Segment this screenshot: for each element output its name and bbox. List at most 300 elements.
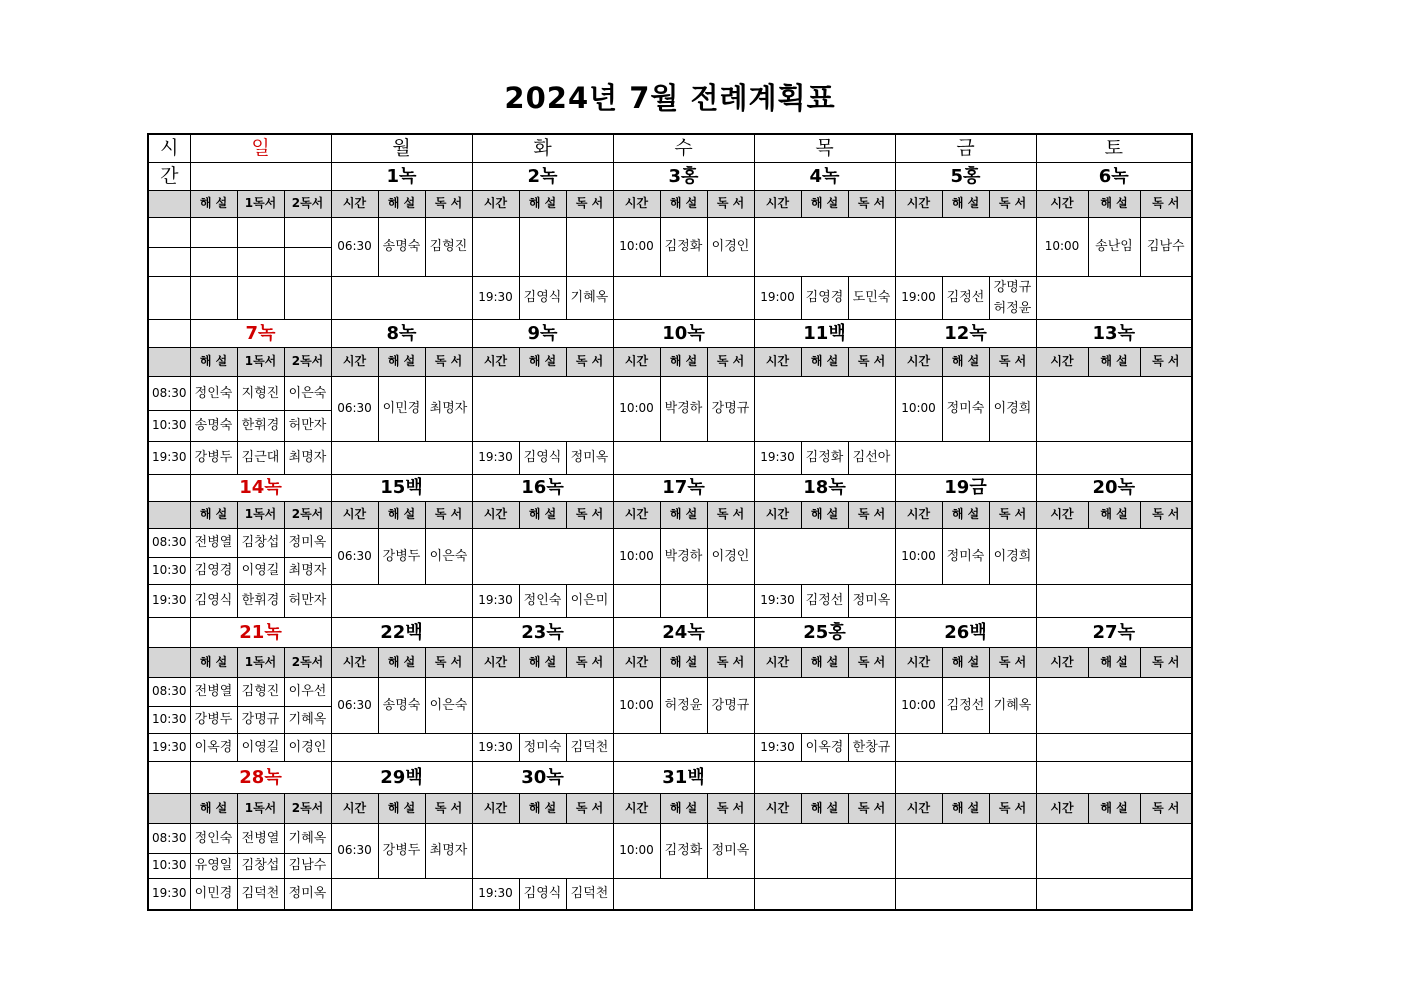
- sunday-col-header: 2독서: [284, 347, 331, 376]
- mass-narrator: 박경하: [660, 528, 707, 584]
- service-row: [148, 878, 1192, 910]
- mass-time: 06:30: [331, 677, 378, 733]
- day-number: 11백: [754, 319, 895, 347]
- empty-cell: [284, 247, 331, 276]
- mass-narrator: 송난임: [1088, 217, 1140, 276]
- sunday-time: 19:30: [148, 584, 190, 617]
- weekday-col-header: 해 설: [660, 501, 707, 528]
- mass-time: 19:30: [472, 276, 519, 319]
- mass-narrator: 허정윤: [660, 677, 707, 733]
- mass-time: 19:30: [754, 584, 801, 617]
- weekday-col-header: 해 설: [378, 190, 425, 217]
- sunday-reader-2: 이경인: [284, 733, 331, 761]
- day-number: [895, 761, 1036, 793]
- weekday-col-header: 해 설: [519, 647, 566, 677]
- weekday-col-header: 시간: [331, 501, 378, 528]
- empty-day-slot: [754, 217, 895, 276]
- day-number: 27녹: [1036, 617, 1192, 647]
- mass-narrator: 이민경: [378, 376, 425, 441]
- mass-reader: 이경인: [707, 528, 754, 584]
- sunday-col-header: 1독서: [237, 647, 284, 677]
- day-number: 24녹: [613, 617, 754, 647]
- sunday-reader-2: 기혜옥: [284, 823, 331, 853]
- weekday-col-header: 시간: [754, 190, 801, 217]
- weekday-col-header: 독 서: [989, 501, 1036, 528]
- empty-cell: [284, 217, 331, 247]
- empty-day-slot: [754, 376, 895, 441]
- mass-narrator: 김정선: [942, 677, 989, 733]
- weekday-col-header: 독 서: [425, 647, 472, 677]
- weekday-3: 수: [613, 134, 754, 162]
- mass-narrator: 김정화: [660, 217, 707, 276]
- time-col-blank: [148, 617, 190, 647]
- weekday-2: 화: [472, 134, 613, 162]
- day-number: 18녹: [754, 474, 895, 501]
- day-number: 9녹: [472, 319, 613, 347]
- empty-cell: [237, 217, 284, 247]
- weekday-col-header: 시간: [613, 647, 660, 677]
- sunday-reader-1: 이영길: [237, 557, 284, 584]
- weekday-col-header: 시간: [472, 793, 519, 823]
- sunday-reader-1: 지형진: [237, 376, 284, 410]
- time-col-blank: [148, 474, 190, 501]
- weekday-col-header: 독 서: [566, 190, 613, 217]
- empty-cell: [148, 217, 190, 247]
- empty-cell: [148, 247, 190, 276]
- weekday-col-header: 해 설: [1088, 647, 1140, 677]
- sunday-reader-1: 이영길: [237, 733, 284, 761]
- weekday-col-header: 시간: [895, 793, 942, 823]
- sunday-narrator: 강병두: [190, 706, 237, 733]
- time-col-blank: [148, 761, 190, 793]
- sunday-narrator: 김영경: [190, 557, 237, 584]
- empty-day-slot: [895, 733, 1036, 761]
- sunday-col-header: 2독서: [284, 501, 331, 528]
- column-header-row: [148, 793, 1192, 823]
- mass-reader: 강명규: [707, 376, 754, 441]
- day-number: 17녹: [613, 474, 754, 501]
- day-number: 2녹: [472, 162, 613, 190]
- mass-time: 19:30: [472, 733, 519, 761]
- day-number: 29백: [331, 761, 472, 793]
- time-col-blank: [148, 647, 190, 677]
- weekday-col-header: 독 서: [848, 190, 895, 217]
- weekday-col-header: 시간: [1036, 190, 1088, 217]
- sunday-time: 10:30: [148, 706, 190, 733]
- sunday-col-header: 해 설: [190, 347, 237, 376]
- weekday-col-header: 시간: [613, 793, 660, 823]
- mass-narrator: 김정선: [801, 584, 848, 617]
- empty-day-slot: [895, 217, 1036, 276]
- weekday-col-header: 해 설: [1088, 793, 1140, 823]
- day-number: [1036, 761, 1192, 793]
- weekday-0: 일: [190, 134, 331, 162]
- time-col-blank: [148, 319, 190, 347]
- day-number: 4녹: [754, 162, 895, 190]
- empty-day-slot: [331, 733, 472, 761]
- empty-day-slot: [472, 677, 613, 733]
- mass-reader: 최명자: [425, 376, 472, 441]
- weekday-col-header: 독 서: [989, 190, 1036, 217]
- mass-narrator: 김영식: [519, 878, 566, 910]
- weekday-1: 월: [331, 134, 472, 162]
- weekday-col-header: 해 설: [1088, 501, 1140, 528]
- sunday-narrator: 강병두: [190, 441, 237, 474]
- empty-day-slot: [613, 276, 754, 319]
- sunday-time: 19:30: [148, 441, 190, 474]
- weekday-col-header: 시간: [331, 347, 378, 376]
- sunday-narrator: 유영일: [190, 853, 237, 878]
- weekday-col-header: 해 설: [942, 793, 989, 823]
- day-number: 25홍: [754, 617, 895, 647]
- mass-reader: 이은숙: [425, 528, 472, 584]
- mass-reader: 기혜옥: [989, 677, 1036, 733]
- mass-time: 19:00: [754, 276, 801, 319]
- weekday-col-header: 독 서: [566, 347, 613, 376]
- empty-day-slot: [1036, 677, 1192, 733]
- mass-narrator: 김정화: [660, 823, 707, 878]
- sunday-narrator: 이옥경: [190, 733, 237, 761]
- weekday-col-header: 시간: [1036, 501, 1088, 528]
- sunday-reader-2: 이우선: [284, 677, 331, 706]
- sunday-col-header: 2독서: [284, 190, 331, 217]
- sunday-reader-2: 이은숙: [284, 376, 331, 410]
- mass-time: 19:30: [754, 733, 801, 761]
- empty-day-slot: [1036, 823, 1192, 878]
- sunday-time: 19:30: [148, 733, 190, 761]
- mass-time: 19:30: [472, 878, 519, 910]
- column-header-row: [148, 501, 1192, 528]
- day-number: 7녹: [190, 319, 331, 347]
- empty-slot-reader: [707, 584, 754, 617]
- empty-day-slot: [613, 878, 754, 910]
- empty-day-slot: [331, 276, 472, 319]
- mass-narrator: 강병두: [378, 528, 425, 584]
- mass-readers: [989, 276, 1036, 319]
- mass-reader: 최명자: [425, 823, 472, 878]
- weekday-col-header: 해 설: [942, 190, 989, 217]
- weekday-col-header: 해 설: [519, 347, 566, 376]
- mass-time: 06:30: [331, 217, 378, 276]
- sunday-reader-1: 김창섭: [237, 853, 284, 878]
- day-number: 16녹: [472, 474, 613, 501]
- time-col-blank: [148, 190, 190, 217]
- weekday-col-header: 해 설: [660, 647, 707, 677]
- mass-time: 19:30: [472, 441, 519, 474]
- sunday-col-header: 해 설: [190, 793, 237, 823]
- weekday-col-header: 독 서: [707, 190, 754, 217]
- mass-time: 10:00: [613, 823, 660, 878]
- day-number: [754, 761, 895, 793]
- day-number-row: [148, 617, 1192, 647]
- service-row: [148, 441, 1192, 474]
- mass-reader: 도민숙: [848, 276, 895, 319]
- day-number: [190, 162, 331, 190]
- sunday-col-header: 1독서: [237, 190, 284, 217]
- mass-reader: 김덕천: [566, 733, 613, 761]
- sunday-time: 08:30: [148, 528, 190, 557]
- mass-narrator: 김정화: [801, 441, 848, 474]
- mass-time: 06:30: [331, 528, 378, 584]
- weekday-col-header: 독 서: [707, 501, 754, 528]
- weekday-col-header: 시간: [1036, 347, 1088, 376]
- mass-time: 10:00: [613, 217, 660, 276]
- sunday-narrator: 정인숙: [190, 823, 237, 853]
- mass-time: 10:00: [1036, 217, 1088, 276]
- day-number: 31백: [613, 761, 754, 793]
- weekday-col-header: 시간: [754, 347, 801, 376]
- mass-narrator: 정미숙: [942, 376, 989, 441]
- day-number: 23녹: [472, 617, 613, 647]
- weekday-col-header: 독 서: [707, 647, 754, 677]
- empty-day-slot: [895, 584, 1036, 617]
- empty-slot-narrator: [660, 584, 707, 617]
- mass-reader: 기혜옥: [566, 276, 613, 319]
- weekday-col-header: 해 설: [1088, 347, 1140, 376]
- column-header-row: [148, 190, 1192, 217]
- weekday-col-header: 시간: [613, 190, 660, 217]
- weekday-col-header: 해 설: [801, 647, 848, 677]
- mass-reader: 강명규: [707, 677, 754, 733]
- weekday-col-header: 해 설: [801, 347, 848, 376]
- weekday-col-header: 독 서: [425, 347, 472, 376]
- empty-cell: [237, 247, 284, 276]
- empty-cell: [190, 276, 237, 319]
- service-row: [148, 584, 1192, 617]
- day-number: 12녹: [895, 319, 1036, 347]
- mass-time: 19:30: [472, 584, 519, 617]
- sunday-narrator: 송명숙: [190, 410, 237, 441]
- weekday-6: 토: [1036, 134, 1192, 162]
- weekday-col-header: 해 설: [519, 793, 566, 823]
- mass-narrator: 김영식: [519, 276, 566, 319]
- mass-narrator: 송명숙: [378, 677, 425, 733]
- empty-day-slot: [1036, 528, 1192, 584]
- mass-reader-2: 허정윤: [993, 300, 1032, 316]
- empty-day-slot: [1036, 878, 1192, 910]
- weekday-col-header: 독 서: [989, 347, 1036, 376]
- mass-narrator: 김영경: [801, 276, 848, 319]
- mass-reader: 김선아: [848, 441, 895, 474]
- day-number: 3홍: [613, 162, 754, 190]
- weekday-col-header: 해 설: [801, 190, 848, 217]
- weekday-col-header: 독 서: [848, 793, 895, 823]
- mass-time: 10:00: [613, 376, 660, 441]
- empty-day-slot: [1036, 441, 1192, 474]
- mass-reader: 이경희: [989, 528, 1036, 584]
- mass-reader: 정미옥: [848, 584, 895, 617]
- day-number-row: [148, 319, 1192, 347]
- weekday-col-header: 독 서: [1140, 793, 1192, 823]
- weekday-col-header: 해 설: [660, 793, 707, 823]
- empty-cell: [237, 276, 284, 319]
- sunday-reader-2: 기혜옥: [284, 706, 331, 733]
- weekday-col-header: 해 설: [801, 793, 848, 823]
- sunday-reader-2: 정미옥: [284, 878, 331, 910]
- service-row: [148, 217, 1192, 247]
- weekday-col-header: 독 서: [707, 347, 754, 376]
- weekday-col-header: 독 서: [848, 347, 895, 376]
- empty-cell: [284, 276, 331, 319]
- empty-day-slot: [1036, 276, 1192, 319]
- weekday-col-header: 해 설: [942, 501, 989, 528]
- mass-reader: 한창규: [848, 733, 895, 761]
- time-label-2: 간: [148, 162, 190, 190]
- sunday-reader-2: 김남수: [284, 853, 331, 878]
- empty-day-slot: [754, 823, 895, 878]
- empty-cell: [148, 276, 190, 319]
- day-number: 26백: [895, 617, 1036, 647]
- mass-reader: 이경인: [707, 217, 754, 276]
- mass-time: 19:00: [895, 276, 942, 319]
- sunday-time: 08:30: [148, 376, 190, 410]
- time-col-blank: [148, 793, 190, 823]
- weekday-col-header: 시간: [895, 190, 942, 217]
- mass-time: 10:00: [613, 677, 660, 733]
- empty-day-slot: [1036, 584, 1192, 617]
- sunday-col-header: 2독서: [284, 793, 331, 823]
- sunday-time: 10:30: [148, 557, 190, 584]
- day-number: 20녹: [1036, 474, 1192, 501]
- sunday-time: 19:30: [148, 878, 190, 910]
- weekday-col-header: 해 설: [378, 647, 425, 677]
- weekday-col-header: 시간: [754, 647, 801, 677]
- sunday-reader-2: 최명자: [284, 441, 331, 474]
- empty-day-slot: [331, 584, 472, 617]
- day-number: 14녹: [190, 474, 331, 501]
- weekday-col-header: 시간: [331, 793, 378, 823]
- day-number-row: [148, 162, 1192, 190]
- mass-time: 06:30: [331, 823, 378, 878]
- sunday-col-header: 1독서: [237, 501, 284, 528]
- column-header-row: [148, 347, 1192, 376]
- weekday-col-header: 해 설: [519, 190, 566, 217]
- sunday-narrator: 전병열: [190, 677, 237, 706]
- sunday-reader-1: 김근대: [237, 441, 284, 474]
- empty-day-slot: [754, 677, 895, 733]
- weekday-col-header: 해 설: [801, 501, 848, 528]
- column-header-row: [148, 647, 1192, 677]
- weekday-col-header: 독 서: [848, 647, 895, 677]
- sunday-col-header: 2독서: [284, 647, 331, 677]
- empty-day-slot: [754, 528, 895, 584]
- mass-time: 10:00: [613, 528, 660, 584]
- day-number: 1녹: [331, 162, 472, 190]
- empty-day-slot: [613, 441, 754, 474]
- mass-time: 19:30: [754, 441, 801, 474]
- sunday-narrator: 정인숙: [190, 376, 237, 410]
- mass-narrator: 박경하: [660, 376, 707, 441]
- weekday-col-header: 시간: [895, 347, 942, 376]
- sunday-reader-1: 김창섭: [237, 528, 284, 557]
- page-title: 2024년 7월 전례계획표: [504, 81, 836, 115]
- empty-slot-time: [472, 217, 519, 276]
- mass-reader: 이은미: [566, 584, 613, 617]
- empty-day-slot: [472, 528, 613, 584]
- weekday-col-header: 독 서: [1140, 190, 1192, 217]
- mass-time: 10:00: [895, 528, 942, 584]
- sunday-col-header: 1독서: [237, 793, 284, 823]
- day-number: 5홍: [895, 162, 1036, 190]
- mass-narrator: 정미숙: [942, 528, 989, 584]
- empty-slot-narrator: [519, 217, 566, 276]
- weekday-col-header: 해 설: [942, 347, 989, 376]
- sunday-narrator: 전병열: [190, 528, 237, 557]
- mass-reader: 김남수: [1140, 217, 1192, 276]
- empty-cell: [190, 247, 237, 276]
- sunday-reader-1: 한휘경: [237, 410, 284, 441]
- sunday-reader-2: 허만자: [284, 584, 331, 617]
- time-col-blank: [148, 501, 190, 528]
- day-number: 10녹: [613, 319, 754, 347]
- weekday-col-header: 해 설: [942, 647, 989, 677]
- mass-narrator: 김영식: [519, 441, 566, 474]
- empty-cell: [190, 217, 237, 247]
- sunday-time: 10:30: [148, 410, 190, 441]
- weekday-col-header: 독 서: [989, 647, 1036, 677]
- sunday-col-header: 해 설: [190, 647, 237, 677]
- weekday-col-header: 해 설: [660, 347, 707, 376]
- weekday-col-header: 시간: [1036, 793, 1088, 823]
- weekday-col-header: 독 서: [1140, 647, 1192, 677]
- day-number: 22백: [331, 617, 472, 647]
- day-number: 15백: [331, 474, 472, 501]
- empty-day-slot: [472, 823, 613, 878]
- sunday-col-header: 1독서: [237, 347, 284, 376]
- weekday-col-header: 해 설: [1088, 190, 1140, 217]
- weekday-col-header: 시간: [472, 501, 519, 528]
- day-number-row: [148, 761, 1192, 793]
- service-row: [148, 733, 1192, 761]
- sunday-reader-1: 한휘경: [237, 584, 284, 617]
- weekday-col-header: 독 서: [1140, 347, 1192, 376]
- weekday-col-header: 시간: [331, 647, 378, 677]
- schedule-table: [147, 133, 1193, 911]
- empty-slot-time: [613, 584, 660, 617]
- empty-day-slot: [331, 441, 472, 474]
- sunday-reader-1: 김덕천: [237, 878, 284, 910]
- weekday-col-header: 시간: [613, 501, 660, 528]
- time-col-blank: [148, 347, 190, 376]
- mass-narrator: 정인숙: [519, 584, 566, 617]
- weekday-col-header: 독 서: [566, 647, 613, 677]
- weekday-col-header: 독 서: [989, 793, 1036, 823]
- mass-narrator: 강병두: [378, 823, 425, 878]
- sunday-reader-2: 최명자: [284, 557, 331, 584]
- service-row: [148, 376, 1192, 410]
- weekday-col-header: 시간: [754, 793, 801, 823]
- empty-day-slot: [613, 733, 754, 761]
- empty-day-slot: [754, 878, 895, 910]
- service-row: [148, 677, 1192, 706]
- mass-narrator: 정미숙: [519, 733, 566, 761]
- mass-reader: 김형진: [425, 217, 472, 276]
- weekday-col-header: 해 설: [519, 501, 566, 528]
- mass-reader: 강명규: [993, 279, 1032, 295]
- weekday-col-header: 해 설: [660, 190, 707, 217]
- day-number: 6녹: [1036, 162, 1192, 190]
- weekday-col-header: 독 서: [848, 501, 895, 528]
- sunday-reader-1: 전병열: [237, 823, 284, 853]
- weekday-col-header: 독 서: [425, 190, 472, 217]
- mass-reader: 정미옥: [707, 823, 754, 878]
- empty-day-slot: [895, 823, 1036, 878]
- empty-day-slot: [472, 376, 613, 441]
- sunday-col-header: 해 설: [190, 501, 237, 528]
- time-label: 시: [148, 134, 190, 162]
- weekday-col-header: 해 설: [378, 501, 425, 528]
- sunday-time: 08:30: [148, 677, 190, 706]
